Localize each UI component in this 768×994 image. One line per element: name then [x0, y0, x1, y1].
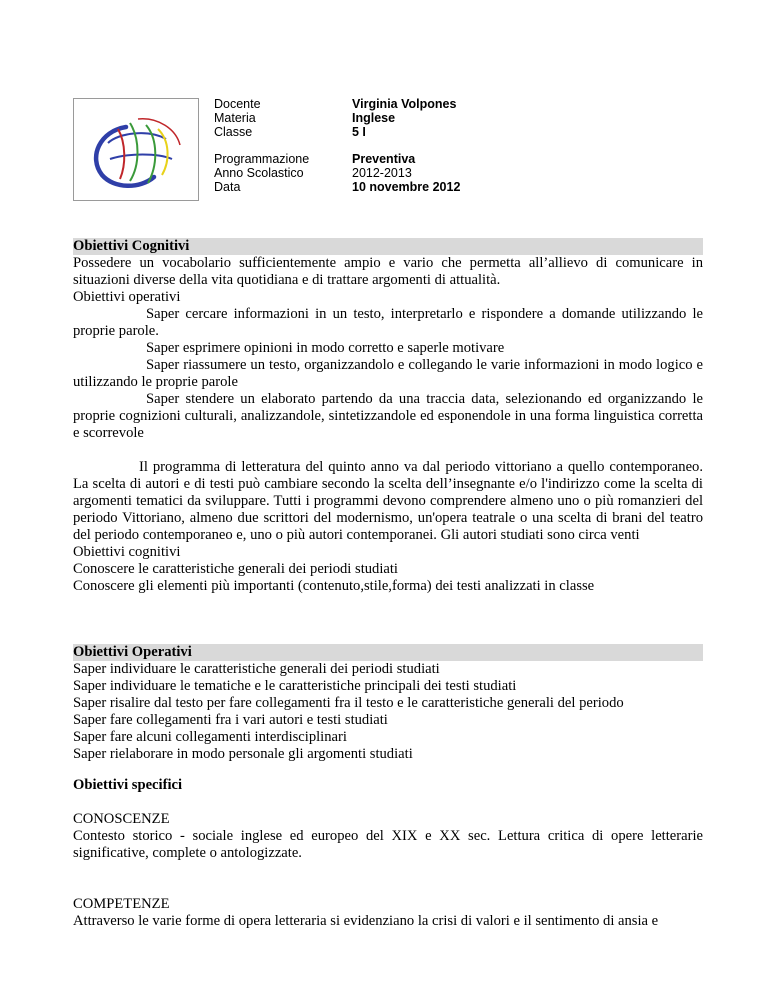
paragraph: Contesto storico - sociale inglese ed europeo del XIX e XX sec. Lettura critica di opere letterarie significative, complete o antologizzate.	[73, 828, 703, 861]
list-item: Saper fare alcuni collegamenti interdisciplinari	[73, 729, 347, 745]
section-title: Obiettivi Cognitivi	[73, 238, 703, 255]
section-obiettivi-operativi	[73, 644, 703, 763]
label-programmazione: Programmazione	[214, 152, 310, 166]
value-materia: Inglese	[352, 111, 396, 125]
section-title: Obiettivi specifici	[73, 777, 183, 793]
subsection-title: CONOSCENZE	[73, 811, 170, 827]
section-title: Obiettivi Operativi	[73, 644, 703, 661]
paragraph: Saper riassumere un testo, organizzandolo e collegando le varie informazioni in modo logico e utilizzando le proprie parole	[73, 357, 703, 390]
logo-icon	[74, 99, 200, 202]
paragraph: Attraverso le varie forme di opera letteraria si evidenziano la crisi di valori e il sentimento di ansia e	[73, 913, 659, 929]
label-docente: Docente	[214, 97, 261, 111]
section-obiettivi-cognitivi	[73, 238, 703, 595]
value-docente: Virginia Volpones	[352, 97, 457, 111]
list-item: Conoscere le caratteristiche generali dei periodi studiati	[73, 561, 398, 577]
subsection-title: COMPETENZE	[73, 896, 170, 912]
paragraph: Possedere un vocabolario sufficientemente ampio e vario che permetta all’allievo di comunicare in situazioni diverse della vita quotidiana e di trattare argomenti di attualità.	[73, 255, 703, 288]
paragraph: Il programma di letteratura del quinto anno va dal periodo vittoriano a quello contemporaneo. La scelta di autori e di testi può cambiare secondo la scelta dell’insegnante e/o l'indirizzo come la scelta di argomenti tematici da sviluppare. Tutti i programmi devono comprendere almeno uno o più romanzieri del periodo Vittoriano, almeno due scrittori del modernismo, un'opera teatrale o una scelta di brani del teatro del periodo contemporaneo e, uno o più autori contemporanei. Gli autori studiati sono circa venti	[73, 459, 703, 543]
value-programmazione: Preventiva	[352, 152, 416, 166]
value-data: 10 novembre 2012	[352, 180, 461, 194]
paragraph: Saper esprimere opinioni in modo corretto e saperle motivare	[146, 340, 505, 356]
label-data: Data	[214, 180, 241, 194]
label-anno-scolastico: Anno Scolastico	[214, 166, 304, 180]
label-materia: Materia	[214, 111, 256, 125]
list-item: Saper fare collegamenti fra i vari autori e testi studiati	[73, 712, 388, 728]
subsection-title: Obiettivi operativi	[73, 289, 181, 305]
paragraph: Saper stendere un elaborato partendo da una traccia data, selezionando ed organizzando le proprie cognizioni culturali, analizzandole, sintetizzandole ed esponendole in una forma linguistica corretta e scorrevole	[73, 391, 703, 441]
list-item: Saper rielaborare in modo personale gli argomenti studiati	[73, 746, 413, 762]
school-logo	[73, 98, 199, 201]
value-classe: 5 I	[352, 125, 366, 139]
list-item: Conoscere gli elementi più importanti (contenuto,stile,forma) dei testi analizzati in classe	[73, 578, 595, 594]
list-item: Saper risalire dal testo per fare collegamenti fra il testo e le caratteristiche generali del periodo	[73, 695, 624, 711]
subsection-title: Obiettivi cognitivi	[73, 544, 181, 560]
paragraph: Saper cercare informazioni in un testo, interpretarlo e rispondere a domande utilizzando le proprie parole.	[73, 306, 703, 339]
label-classe: Classe	[214, 125, 253, 139]
list-item: Saper individuare le tematiche e le caratteristiche principali dei testi studiati	[73, 678, 517, 694]
section-obiettivi-specifici	[73, 777, 703, 930]
value-anno-scolastico: 2012-2013	[352, 166, 412, 180]
list-item: Saper individuare le caratteristiche generali dei periodi studiati	[73, 661, 440, 677]
